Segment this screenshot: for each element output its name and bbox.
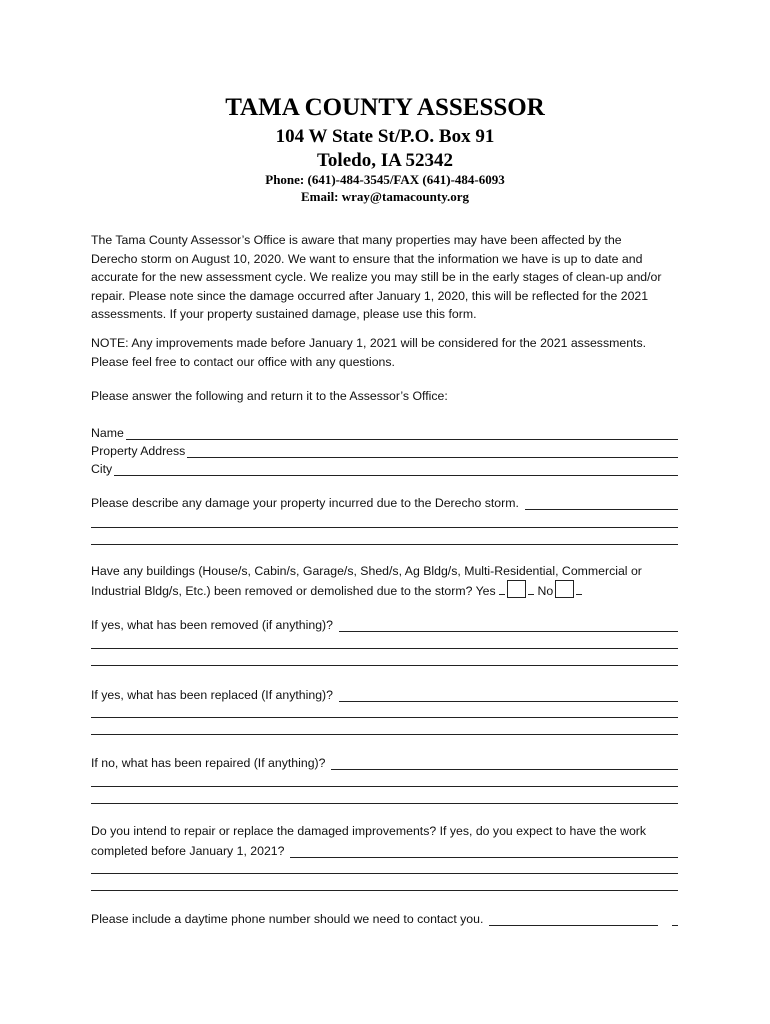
intro-line-5: assessments. If your property sustained damage, please use this form. (91, 307, 477, 321)
intend-answer-line[interactable] (91, 890, 678, 891)
phone-field-tail (672, 912, 678, 926)
repaired-answer-line[interactable] (91, 803, 678, 804)
buildings-question-line-1: Have any buildings (House/s, Cabin/s, Garage/s, Shed/s, Ag Bldg/s, Multi-Residential, Commercial or (91, 564, 642, 578)
city-row (91, 458, 678, 476)
repaired-answer-line[interactable] (91, 786, 678, 787)
removed-field[interactable] (339, 618, 678, 632)
repaired-field[interactable] (331, 756, 678, 770)
phone-row (91, 908, 678, 926)
replaced-row (91, 684, 678, 702)
phone-field[interactable] (489, 912, 658, 926)
note-line-1: NOTE: Any improvements made before January 1, 2021 will be considered for the 2021 assessments. (91, 336, 647, 350)
removed-row (91, 614, 678, 632)
phone-question: Please include a daytime phone number should we need to contact you. (91, 912, 484, 926)
name-row (91, 422, 678, 440)
yes-checkbox[interactable] (507, 580, 526, 598)
damage-row (91, 492, 678, 510)
removed-answer-line[interactable] (91, 665, 678, 666)
replaced-answer-line[interactable] (91, 734, 678, 735)
name-field[interactable] (126, 426, 678, 440)
office-email: Email: wray@tamacounty.org (300, 189, 470, 204)
property-address-row (91, 440, 678, 458)
intend-question-line-2: completed before January 1, 2021? (91, 844, 285, 858)
office-phone: Phone: (641)-484-3545/FAX (641)-484-6093 (265, 172, 505, 187)
removed-answer-line[interactable] (91, 648, 678, 649)
replaced-answer-line[interactable] (91, 717, 678, 718)
instruction-text: Please answer the following and return it to the Assessor’s Office: (91, 389, 448, 403)
replaced-question: If yes, what has been replaced (If anything)? (91, 688, 333, 702)
note-line-2: Please feel free to contact our office with any questions. (91, 354, 395, 369)
damage-answer-line[interactable] (91, 527, 678, 528)
removed-question: If yes, what has been removed (if anything)? (91, 618, 333, 632)
name-label: Name (91, 426, 124, 440)
no-checkbox[interactable] (555, 580, 574, 598)
buildings-question-text: Industrial Bldg/s, Etc.) been removed or demolished due to the storm? Yes (91, 584, 496, 598)
buildings-question-line-2 (91, 580, 582, 600)
intend-question-line-1: Do you intend to repair or replace the damaged improvements? If yes, do you expect to have the work (91, 824, 647, 838)
property-address-field[interactable] (187, 444, 678, 458)
underline-spacer (576, 582, 582, 595)
repaired-row (91, 752, 678, 770)
city-label: City (91, 462, 113, 476)
intend-field[interactable] (290, 844, 678, 858)
underline-spacer (528, 582, 534, 595)
intend-row (91, 840, 678, 858)
repaired-question: If no, what has been repaired (If anything)? (91, 756, 326, 770)
damage-field[interactable] (525, 496, 678, 510)
city-field[interactable] (114, 462, 678, 476)
intend-answer-line[interactable] (91, 873, 678, 874)
intro-line-4: repair. Please note since the damage occurred after January 1, 2020, this will be reflected for the 2021 (91, 288, 649, 303)
office-address: 104 W State St/P.O. Box 91 (275, 126, 495, 147)
damage-question: Please describe any damage your property incurred due to the Derecho storm. (91, 496, 519, 510)
property-address-label: Property Address (91, 444, 186, 458)
intro-line-1: The Tama County Assessor’s Office is aware that many properties may have been affected by the (91, 233, 622, 247)
form-title: TAMA COUNTY ASSESSOR (225, 94, 545, 121)
underline-spacer (499, 582, 505, 595)
damage-answer-line[interactable] (91, 544, 678, 545)
intro-line-2: Derecho storm on August 10, 2020. We want to ensure that the information we have is up to date and (91, 251, 643, 266)
intro-line-3: accurate for the new assessment cycle. We realize you may still be in the early stages of clean-up and/or (91, 270, 662, 284)
replaced-field[interactable] (339, 688, 678, 702)
office-city: Toledo, IA 52342 (316, 150, 454, 171)
no-label: No (537, 584, 554, 598)
